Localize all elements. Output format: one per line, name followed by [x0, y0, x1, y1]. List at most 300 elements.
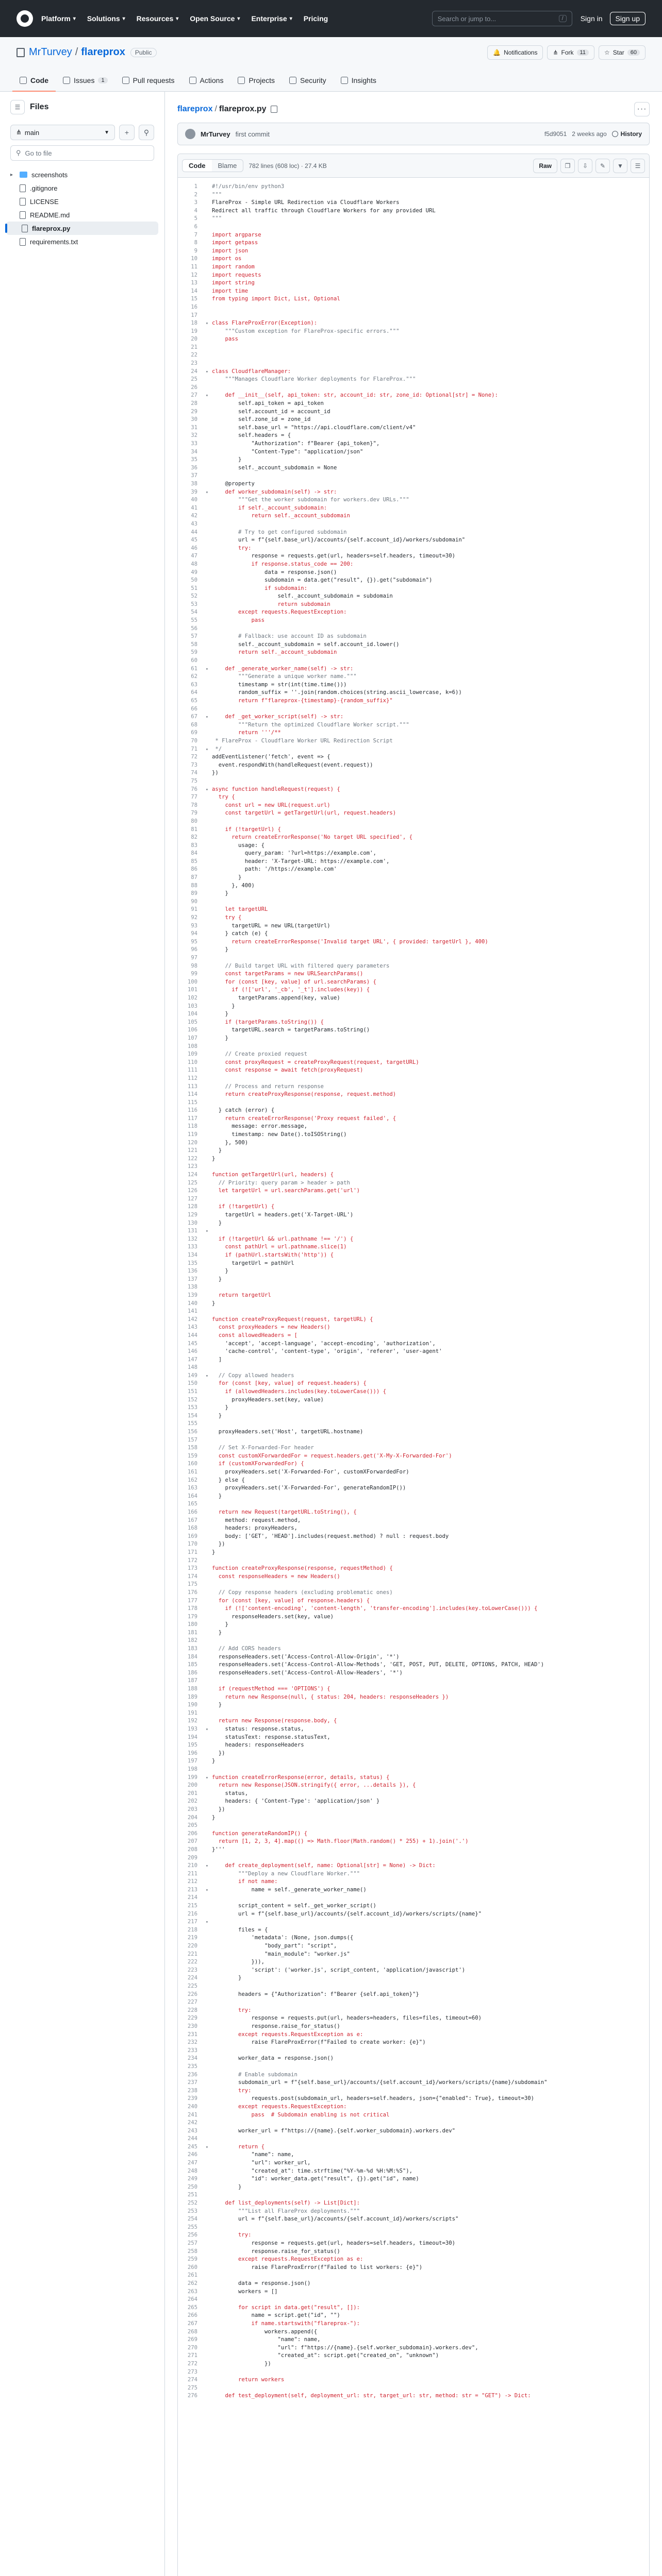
line-number[interactable]: 90 — [191, 898, 197, 905]
line-number[interactable]: 4 — [194, 207, 197, 214]
line-number[interactable]: 185 — [187, 1662, 197, 1668]
line-number[interactable]: 99 — [191, 971, 197, 977]
line-number[interactable]: 143 — [187, 1324, 197, 1331]
line-number[interactable]: 88 — [191, 882, 197, 889]
line-number[interactable]: 65 — [191, 698, 197, 704]
line-number[interactable]: 52 — [191, 593, 197, 600]
line-number[interactable]: 31 — [191, 424, 197, 431]
line-number[interactable]: 171 — [187, 1549, 197, 1555]
line-number[interactable]: 178 — [187, 1605, 197, 1612]
raw-button[interactable]: Raw — [533, 159, 557, 173]
line-number[interactable]: 67 — [191, 714, 197, 720]
line-number[interactable]: 92 — [191, 914, 197, 921]
fold-chevron-icon[interactable]: ▾ — [206, 369, 208, 374]
line-number[interactable]: 45 — [191, 537, 197, 544]
line-number[interactable]: 35 — [191, 456, 197, 463]
line-number[interactable]: 135 — [187, 1260, 197, 1266]
line-number[interactable]: 93 — [191, 922, 197, 929]
fold-chevron-icon[interactable]: ▾ — [206, 666, 208, 671]
fold-chevron-icon[interactable]: ▾ — [206, 1863, 208, 1869]
line-number[interactable]: 226 — [187, 1991, 197, 1997]
line-number[interactable]: 78 — [191, 802, 197, 808]
line-number[interactable]: 23 — [191, 360, 197, 367]
line-number[interactable]: 246 — [187, 2151, 197, 2158]
line-number[interactable]: 167 — [187, 1517, 197, 1523]
line-number[interactable]: 209 — [187, 1854, 197, 1861]
line-number[interactable]: 169 — [187, 1533, 197, 1539]
line-number[interactable]: 174 — [187, 1573, 197, 1580]
line-number[interactable]: 249 — [187, 2176, 197, 2182]
line-number[interactable]: 260 — [187, 2264, 197, 2270]
line-number[interactable]: 71 — [191, 745, 197, 752]
line-number[interactable]: 272 — [187, 2360, 197, 2367]
line-number[interactable]: 205 — [187, 1822, 197, 1829]
tree-item-readme-md[interactable] — [6, 208, 158, 222]
line-number[interactable]: 194 — [187, 1734, 197, 1740]
line-number[interactable]: 50 — [191, 577, 197, 584]
line-number[interactable]: 12 — [191, 272, 197, 278]
line-number[interactable]: 1 — [194, 183, 197, 190]
line-number[interactable]: 164 — [187, 1493, 197, 1499]
line-number[interactable]: 212 — [187, 1878, 197, 1885]
line-number[interactable]: 258 — [187, 2248, 197, 2255]
tree-item-flareprox-py[interactable] — [6, 222, 158, 235]
line-number[interactable]: 60 — [191, 657, 197, 664]
copy-path-icon[interactable] — [271, 106, 277, 113]
line-number[interactable]: 276 — [187, 2393, 197, 2399]
line-number[interactable]: 138 — [187, 1284, 197, 1291]
line-number[interactable]: 257 — [187, 2240, 197, 2246]
line-number[interactable]: 94 — [191, 930, 197, 937]
avatar[interactable] — [185, 129, 195, 139]
line-number[interactable]: 206 — [187, 1830, 197, 1837]
line-number[interactable]: 252 — [187, 2200, 197, 2207]
fold-chevron-icon[interactable]: ▾ — [206, 2144, 208, 2149]
line-number[interactable]: 6 — [194, 223, 197, 230]
line-number[interactable]: 131 — [187, 1228, 197, 1234]
line-number[interactable]: 104 — [187, 1011, 197, 1018]
line-number[interactable]: 28 — [191, 400, 197, 407]
add-file-button[interactable]: + — [119, 125, 135, 140]
line-number[interactable]: 89 — [191, 890, 197, 897]
line-number[interactable]: 141 — [187, 1308, 197, 1315]
line-number[interactable]: 85 — [191, 858, 197, 865]
tree-item-requirements-txt[interactable] — [6, 235, 158, 248]
fold-chevron-icon[interactable]: ▾ — [206, 1229, 208, 1234]
line-number[interactable]: 268 — [187, 2328, 197, 2335]
line-number[interactable]: 56 — [191, 625, 197, 632]
tab-security[interactable] — [282, 70, 334, 92]
line-number[interactable]: 24 — [191, 368, 197, 375]
line-number[interactable]: 54 — [191, 609, 197, 616]
line-number[interactable]: 233 — [187, 2047, 197, 2054]
nav-item-resources[interactable] — [137, 14, 179, 23]
nav-item-solutions[interactable] — [87, 14, 125, 23]
fork-button[interactable] — [547, 45, 594, 60]
line-number[interactable]: 273 — [187, 2368, 197, 2375]
line-number[interactable]: 51 — [191, 585, 197, 591]
breadcrumb-repo-link[interactable]: flareprox — [177, 105, 213, 113]
line-number[interactable]: 216 — [187, 1910, 197, 1917]
line-number[interactable]: 207 — [187, 1838, 197, 1845]
line-number[interactable]: 156 — [187, 1429, 197, 1435]
line-number[interactable]: 102 — [187, 994, 197, 1001]
line-number[interactable]: 122 — [187, 1155, 197, 1162]
line-number[interactable]: 170 — [187, 1541, 197, 1548]
line-number[interactable]: 86 — [191, 866, 197, 873]
symbols-panel-icon[interactable]: ☰ — [631, 159, 645, 173]
line-number[interactable]: 151 — [187, 1388, 197, 1395]
line-number[interactable]: 8 — [194, 240, 197, 246]
line-number[interactable]: 18 — [191, 320, 197, 327]
line-number[interactable]: 182 — [187, 1637, 197, 1644]
line-number[interactable]: 211 — [187, 1870, 197, 1877]
line-number[interactable]: 49 — [191, 569, 197, 575]
line-number[interactable]: 98 — [191, 962, 197, 969]
line-number[interactable]: 47 — [191, 553, 197, 560]
line-number[interactable]: 81 — [191, 826, 197, 833]
line-number[interactable]: 270 — [187, 2344, 197, 2351]
line-number[interactable]: 222 — [187, 1959, 197, 1965]
line-number[interactable]: 214 — [187, 1894, 197, 1901]
line-number[interactable]: 263 — [187, 2288, 197, 2295]
line-number[interactable]: 126 — [187, 1188, 197, 1194]
line-number[interactable]: 36 — [191, 464, 197, 471]
line-number[interactable]: 79 — [191, 810, 197, 817]
tree-item-license[interactable] — [6, 195, 158, 208]
line-number[interactable]: 203 — [187, 1806, 197, 1812]
line-number[interactable]: 43 — [191, 520, 197, 527]
tab-issues[interactable] — [56, 70, 115, 92]
line-number[interactable]: 198 — [187, 1766, 197, 1772]
line-number[interactable]: 152 — [187, 1396, 197, 1403]
line-number[interactable]: 147 — [187, 1356, 197, 1363]
line-number[interactable]: 29 — [191, 408, 197, 415]
line-number[interactable]: 267 — [187, 2320, 197, 2327]
line-number[interactable]: 144 — [187, 1332, 197, 1338]
chevron-right-icon[interactable]: ▸ — [10, 172, 13, 178]
line-number[interactable]: 256 — [187, 2232, 197, 2239]
line-number[interactable]: 254 — [187, 2216, 197, 2223]
fold-chevron-icon[interactable]: ▾ — [206, 393, 208, 398]
line-number[interactable]: 75 — [191, 777, 197, 784]
line-number[interactable]: 215 — [187, 1903, 197, 1909]
line-number[interactable]: 244 — [187, 2136, 197, 2142]
line-number[interactable]: 124 — [187, 1172, 197, 1178]
fold-chevron-icon[interactable]: ▾ — [206, 321, 208, 326]
line-number[interactable]: 269 — [187, 2336, 197, 2343]
line-number[interactable]: 140 — [187, 1300, 197, 1307]
line-number[interactable]: 111 — [187, 1067, 197, 1074]
line-number[interactable]: 70 — [191, 737, 197, 744]
line-number[interactable]: 59 — [191, 649, 197, 656]
line-number[interactable]: 274 — [187, 2377, 197, 2383]
line-number[interactable]: 97 — [191, 955, 197, 961]
commit-message[interactable]: first commit — [235, 130, 270, 138]
line-number[interactable]: 66 — [191, 705, 197, 712]
line-number[interactable]: 224 — [187, 1975, 197, 1981]
line-number[interactable]: 103 — [187, 1003, 197, 1009]
line-number[interactable]: 231 — [187, 2031, 197, 2038]
fold-chevron-icon[interactable]: ▾ — [206, 715, 208, 720]
line-number[interactable]: 83 — [191, 842, 197, 849]
line-number[interactable]: 251 — [187, 2192, 197, 2198]
tree-item-screenshots[interactable] — [6, 168, 158, 181]
more-options-button[interactable]: ··· — [634, 102, 650, 116]
line-number[interactable]: 238 — [187, 2087, 197, 2094]
line-number[interactable]: 20 — [191, 336, 197, 343]
line-number[interactable]: 235 — [187, 2063, 197, 2070]
line-number[interactable]: 204 — [187, 1814, 197, 1821]
line-number[interactable]: 73 — [191, 761, 197, 768]
tab-pull-requests[interactable] — [115, 70, 182, 92]
nav-item-platform[interactable] — [41, 14, 76, 23]
line-number[interactable]: 95 — [191, 938, 197, 945]
line-number[interactable]: 179 — [187, 1613, 197, 1620]
line-number[interactable]: 230 — [187, 2023, 197, 2029]
line-number[interactable]: 195 — [187, 1742, 197, 1749]
line-number[interactable]: 112 — [187, 1075, 197, 1081]
line-number[interactable]: 121 — [187, 1147, 197, 1154]
line-number[interactable]: 187 — [187, 1677, 197, 1684]
line-number[interactable]: 223 — [187, 1967, 197, 1973]
line-number[interactable]: 253 — [187, 2208, 197, 2214]
line-number[interactable]: 77 — [191, 794, 197, 801]
line-number[interactable]: 157 — [187, 1436, 197, 1443]
line-number[interactable]: 80 — [191, 818, 197, 824]
line-number[interactable]: 159 — [187, 1452, 197, 1459]
line-number[interactable]: 58 — [191, 641, 197, 648]
line-number[interactable]: 162 — [187, 1477, 197, 1483]
line-number[interactable]: 82 — [191, 834, 197, 841]
line-number[interactable]: 129 — [187, 1212, 197, 1218]
line-number[interactable]: 250 — [187, 2183, 197, 2190]
line-number[interactable]: 245 — [187, 2143, 197, 2150]
line-number[interactable]: 142 — [187, 1316, 197, 1323]
line-number[interactable]: 153 — [187, 1404, 197, 1411]
repo-name-link[interactable]: flareprox — [81, 46, 125, 58]
line-number[interactable]: 130 — [187, 1219, 197, 1226]
line-number[interactable]: 41 — [191, 504, 197, 511]
line-number[interactable]: 30 — [191, 416, 197, 423]
tab-actions[interactable] — [182, 70, 231, 92]
line-number[interactable]: 3 — [194, 199, 197, 206]
line-number[interactable]: 200 — [187, 1782, 197, 1789]
line-number[interactable]: 261 — [187, 2272, 197, 2279]
line-number[interactable]: 114 — [187, 1091, 197, 1098]
copy-raw-icon[interactable]: ❐ — [560, 159, 575, 173]
line-number[interactable]: 108 — [187, 1043, 197, 1049]
branch-selector[interactable] — [10, 125, 115, 140]
blame-view-tab[interactable]: Blame — [218, 162, 237, 170]
line-number[interactable]: 145 — [187, 1340, 197, 1347]
line-number[interactable]: 132 — [187, 1235, 197, 1242]
line-number[interactable]: 127 — [187, 1195, 197, 1202]
line-number[interactable]: 189 — [187, 1693, 197, 1700]
repo-owner-link[interactable]: MrTurvey — [29, 46, 72, 58]
line-number[interactable]: 40 — [191, 497, 197, 503]
line-number[interactable]: 188 — [187, 1686, 197, 1692]
fold-chevron-icon[interactable]: ▾ — [206, 1373, 208, 1378]
line-number[interactable]: 139 — [187, 1292, 197, 1298]
line-number[interactable]: 160 — [187, 1461, 197, 1467]
line-number[interactable]: 110 — [187, 1059, 197, 1065]
line-number[interactable]: 150 — [187, 1380, 197, 1387]
line-number[interactable]: 68 — [191, 721, 197, 728]
line-number[interactable]: 76 — [191, 786, 197, 792]
line-number[interactable]: 218 — [187, 1926, 197, 1933]
nav-item-enterprise[interactable] — [251, 14, 292, 23]
commit-hash[interactable]: f5d9051 — [544, 130, 567, 138]
line-number[interactable]: 275 — [187, 2384, 197, 2391]
line-number[interactable]: 5 — [194, 215, 197, 222]
nav-item-pricing[interactable] — [304, 14, 328, 23]
line-number[interactable]: 183 — [187, 1646, 197, 1652]
line-number[interactable]: 197 — [187, 1758, 197, 1765]
line-number[interactable]: 149 — [187, 1372, 197, 1379]
line-number[interactable]: 247 — [187, 2160, 197, 2166]
line-number[interactable]: 113 — [187, 1083, 197, 1090]
line-number[interactable]: 48 — [191, 561, 197, 567]
line-number[interactable]: 74 — [191, 770, 197, 776]
line-number[interactable]: 236 — [187, 2071, 197, 2078]
edit-icon[interactable]: ✎ — [595, 159, 610, 173]
line-number[interactable]: 193 — [187, 1726, 197, 1732]
line-number[interactable]: 32 — [191, 432, 197, 439]
code-view-tab[interactable]: Code — [183, 160, 212, 172]
line-number[interactable]: 19 — [191, 328, 197, 334]
line-number[interactable]: 100 — [187, 978, 197, 985]
line-number[interactable]: 72 — [191, 754, 197, 760]
line-number[interactable]: 172 — [187, 1557, 197, 1564]
chevron-down-icon[interactable]: ▼ — [613, 159, 627, 173]
line-number[interactable]: 163 — [187, 1485, 197, 1492]
line-number[interactable]: 57 — [191, 633, 197, 640]
fold-chevron-icon[interactable]: ▾ — [206, 747, 208, 752]
line-number[interactable]: 154 — [187, 1412, 197, 1419]
line-number[interactable]: 184 — [187, 1653, 197, 1660]
tree-item-gitignore[interactable] — [6, 181, 158, 195]
line-number[interactable]: 17 — [191, 312, 197, 318]
line-number[interactable]: 39 — [191, 488, 197, 495]
line-number[interactable]: 180 — [187, 1621, 197, 1628]
line-number[interactable]: 201 — [187, 1790, 197, 1797]
line-number[interactable]: 26 — [191, 384, 197, 391]
line-number[interactable]: 219 — [187, 1935, 197, 1941]
line-number[interactable]: 248 — [187, 2167, 197, 2174]
line-number[interactable]: 16 — [191, 303, 197, 310]
line-number[interactable]: 242 — [187, 2120, 197, 2126]
commit-author[interactable]: MrTurvey — [201, 130, 230, 138]
line-number[interactable]: 53 — [191, 601, 197, 607]
line-number[interactable]: 44 — [191, 529, 197, 535]
line-number[interactable]: 196 — [187, 1750, 197, 1756]
line-number[interactable]: 208 — [187, 1846, 197, 1853]
line-number[interactable]: 165 — [187, 1501, 197, 1507]
line-number[interactable]: 117 — [187, 1115, 197, 1122]
line-number[interactable]: 176 — [187, 1589, 197, 1596]
fold-chevron-icon[interactable]: ▾ — [206, 1727, 208, 1732]
line-number[interactable]: 14 — [191, 287, 197, 294]
line-number[interactable]: 69 — [191, 730, 197, 736]
line-number[interactable]: 255 — [187, 2224, 197, 2230]
star-button[interactable] — [599, 45, 646, 60]
github-logo-icon[interactable] — [16, 10, 33, 27]
line-number[interactable]: 192 — [187, 1718, 197, 1724]
line-number[interactable]: 228 — [187, 2007, 197, 2013]
line-number[interactable]: 55 — [191, 617, 197, 624]
line-number[interactable]: 136 — [187, 1268, 197, 1275]
line-number[interactable]: 199 — [187, 1774, 197, 1781]
tab-code[interactable] — [12, 70, 56, 92]
global-search-input[interactable] — [432, 11, 572, 26]
history-button[interactable] — [612, 130, 642, 138]
line-number[interactable]: 221 — [187, 1951, 197, 1957]
line-number[interactable]: 87 — [191, 874, 197, 881]
line-number[interactable]: 7 — [194, 231, 197, 238]
line-number[interactable]: 37 — [191, 472, 197, 479]
line-number[interactable]: 229 — [187, 2015, 197, 2022]
line-number[interactable]: 240 — [187, 2103, 197, 2110]
fold-chevron-icon[interactable]: ▾ — [206, 1775, 208, 1780]
line-number[interactable]: 137 — [187, 1276, 197, 1282]
line-number[interactable]: 10 — [191, 256, 197, 262]
line-number[interactable]: 125 — [187, 1179, 197, 1186]
line-number[interactable]: 232 — [187, 2039, 197, 2046]
sign-up-button[interactable]: Sign up — [610, 12, 646, 25]
line-number[interactable]: 155 — [187, 1420, 197, 1427]
line-number[interactable]: 173 — [187, 1565, 197, 1572]
notifications-button[interactable] — [487, 45, 543, 60]
line-number[interactable]: 220 — [187, 1943, 197, 1950]
line-number[interactable]: 177 — [187, 1597, 197, 1604]
line-number[interactable]: 2 — [194, 191, 197, 198]
line-number[interactable]: 168 — [187, 1525, 197, 1532]
line-number[interactable]: 123 — [187, 1163, 197, 1170]
line-number[interactable]: 33 — [191, 440, 197, 447]
line-number[interactable]: 46 — [191, 545, 197, 551]
line-number[interactable]: 158 — [187, 1445, 197, 1451]
line-number[interactable]: 84 — [191, 850, 197, 857]
line-number[interactable]: 128 — [187, 1204, 197, 1210]
line-number[interactable]: 239 — [187, 2095, 197, 2102]
line-number[interactable]: 63 — [191, 681, 197, 688]
line-number[interactable]: 166 — [187, 1509, 197, 1515]
line-number[interactable]: 96 — [191, 946, 197, 953]
line-number[interactable]: 217 — [187, 1919, 197, 1925]
line-number[interactable]: 116 — [187, 1107, 197, 1114]
line-number[interactable]: 61 — [191, 665, 197, 672]
fold-chevron-icon[interactable]: ▾ — [206, 489, 208, 495]
line-number[interactable]: 42 — [191, 513, 197, 519]
line-number[interactable]: 146 — [187, 1348, 197, 1355]
line-number[interactable]: 27 — [191, 392, 197, 399]
line-number[interactable]: 119 — [187, 1131, 197, 1138]
line-number[interactable]: 107 — [187, 1035, 197, 1041]
tab-projects[interactable] — [230, 70, 282, 92]
line-number[interactable]: 15 — [191, 296, 197, 302]
line-number[interactable]: 190 — [187, 1702, 197, 1708]
line-number[interactable]: 115 — [187, 1099, 197, 1106]
line-number[interactable]: 262 — [187, 2280, 197, 2286]
line-number[interactable]: 105 — [187, 1019, 197, 1025]
line-number[interactable]: 134 — [187, 1251, 197, 1258]
go-to-file-input[interactable] — [10, 145, 154, 161]
line-number[interactable]: 120 — [187, 1139, 197, 1146]
line-number[interactable]: 259 — [187, 2256, 197, 2263]
line-number[interactable]: 11 — [191, 263, 197, 270]
fold-chevron-icon[interactable]: ▾ — [206, 787, 208, 792]
